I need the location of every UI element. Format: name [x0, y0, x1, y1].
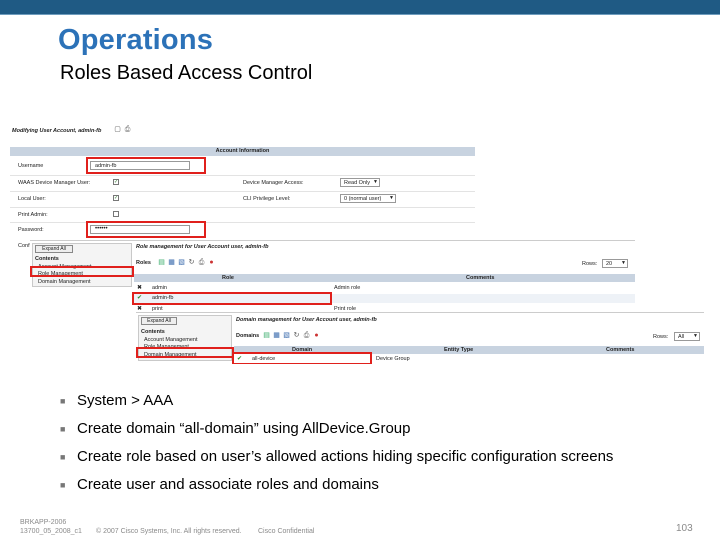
- role-panel: [30, 240, 635, 318]
- col-entity-type[interactable]: Entity Type: [444, 347, 474, 353]
- delete-icon[interactable]: ✖: [136, 285, 143, 291]
- print-admin-checkbox[interactable]: [113, 211, 119, 217]
- domain-name: all-device: [252, 356, 276, 362]
- rows-label: Rows:: [582, 261, 598, 267]
- refresh-icon[interactable]: ↻: [188, 259, 195, 266]
- bullet-marker: ■: [60, 452, 66, 462]
- divider: [10, 191, 475, 192]
- role-comment: Print role: [334, 306, 357, 312]
- col-comments[interactable]: Comments: [606, 347, 635, 353]
- filter-icon[interactable]: ▤: [263, 332, 270, 339]
- contents-heading: Contents: [141, 329, 165, 335]
- filter-icon[interactable]: ▤: [158, 259, 165, 266]
- footer-confidential: Cisco Confidential: [258, 528, 315, 535]
- print-icon[interactable]: ⎙: [198, 259, 205, 266]
- password-value: ••••••: [95, 226, 108, 232]
- divider: [10, 175, 475, 176]
- cli-level-select[interactable]: [340, 194, 396, 203]
- divider: [10, 207, 475, 208]
- account-section-title: Account Information: [215, 148, 270, 154]
- role-comment: Admin role: [334, 285, 361, 291]
- help-icon[interactable]: ●: [314, 332, 319, 339]
- account-panel-title: Modifying User Account, admin-fb: [12, 128, 102, 134]
- username-highlight: [86, 157, 206, 174]
- footer-code-line1: BRKAPP-2006: [20, 519, 67, 526]
- page-number: 103: [676, 523, 693, 534]
- bullet-text: System > AAA: [77, 392, 174, 409]
- toc-domain-management[interactable]: Domain Management: [38, 279, 91, 285]
- account-section-header: [10, 147, 475, 156]
- bullet-item: [60, 420, 613, 448]
- print-admin-label: Print Admin:: [18, 212, 48, 218]
- trash-icon[interactable]: ▢: [114, 126, 121, 133]
- role-name: print: [152, 306, 163, 312]
- slide-top-rule: [0, 14, 720, 15]
- toc-role-management[interactable]: Role Management: [144, 344, 189, 350]
- chevron-down-icon: ▼: [621, 260, 626, 266]
- username-value: admin-fb: [95, 163, 117, 169]
- bullet-list: [60, 392, 613, 504]
- role-toc: [32, 243, 132, 287]
- domain-entity-type: Device Group: [376, 356, 410, 362]
- all-device-highlight: [232, 352, 372, 364]
- waas-user-checkbox[interactable]: ✓: [114, 179, 119, 185]
- delete-icon[interactable]: ✖: [136, 306, 143, 312]
- table-icon[interactable]: ▦: [273, 332, 280, 339]
- role-table-header: [134, 274, 635, 282]
- col-comments[interactable]: Comments: [466, 275, 495, 281]
- device-access-select[interactable]: [340, 178, 380, 187]
- admin-fb-role-highlight: [132, 292, 332, 305]
- check-icon[interactable]: ✔: [136, 295, 143, 301]
- rows-value: All: [678, 334, 685, 340]
- domains-toolbar-label: Domains: [236, 333, 260, 339]
- device-access-label: Device Manager Access:: [243, 180, 304, 186]
- domain-management-highlight: [136, 347, 234, 358]
- password-highlight: [86, 221, 206, 238]
- password-label: Password:: [18, 227, 44, 233]
- print-icon[interactable]: ⎙: [303, 332, 310, 339]
- account-panel: [10, 125, 475, 255]
- refresh-icon[interactable]: ↻: [293, 332, 300, 339]
- slide-title: Operations: [58, 24, 214, 56]
- col-domain[interactable]: Domain: [292, 347, 313, 353]
- contents-heading: Contents: [35, 256, 59, 262]
- bullet-item: [60, 448, 613, 476]
- bullet-item: [60, 392, 613, 420]
- chevron-down-icon: ▼: [389, 195, 394, 201]
- cli-level-label: CLI Privilege Level:: [243, 196, 291, 202]
- bullet-item: [60, 476, 613, 504]
- local-user-label: Local User:: [18, 196, 46, 202]
- toc-role-management[interactable]: Role Management: [38, 271, 83, 277]
- bullet-marker: ■: [60, 424, 66, 434]
- bullet-marker: ■: [60, 396, 66, 406]
- toc-domain-management[interactable]: Domain Management: [144, 352, 197, 358]
- cli-level-value: 0 (normal user): [344, 196, 382, 202]
- expand-all-button[interactable]: Expand All: [141, 317, 177, 325]
- footer-copyright: © 2007 Cisco Systems, Inc. All rights reserved.: [96, 528, 242, 535]
- rows-label: Rows:: [653, 334, 669, 340]
- local-user-checkbox[interactable]: ✓: [114, 195, 119, 201]
- rows-select[interactable]: [674, 332, 700, 341]
- toc-account-management[interactable]: Account Management: [38, 264, 92, 270]
- bullet-marker: ■: [60, 480, 66, 490]
- print-icon[interactable]: ⎙: [124, 126, 131, 133]
- role-management-highlight: [30, 266, 134, 277]
- rows-value: 20: [606, 261, 613, 267]
- footer-code-line2: 13700_05_2008_c1: [20, 528, 82, 535]
- role-name: admin-fb: [152, 295, 174, 301]
- toc-account-management[interactable]: Account Management: [144, 337, 198, 343]
- slide-top-band: [0, 0, 720, 14]
- footer-session-code: [20, 518, 82, 536]
- username-label: Username: [18, 163, 44, 169]
- device-access-value: Read Only: [344, 180, 370, 186]
- role-name: admin: [152, 285, 167, 291]
- table-icon[interactable]: ▦: [168, 259, 175, 266]
- check-icon[interactable]: ✔: [236, 356, 243, 362]
- roles-toolbar-label: Roles: [136, 260, 151, 266]
- help-icon[interactable]: ●: [209, 259, 214, 266]
- export-icon[interactable]: ▧: [178, 259, 185, 266]
- waas-user-label: WAAS Device Manager User:: [18, 180, 91, 186]
- divider: [10, 222, 475, 223]
- rows-select[interactable]: [602, 259, 628, 268]
- export-icon[interactable]: ▧: [283, 332, 290, 339]
- bullet-text: Create domain “all-domain” using AllDevice.Group: [77, 420, 411, 437]
- role-panel-title: Role management for User Account user, admin-fb: [136, 244, 269, 250]
- chevron-down-icon: ▼: [373, 179, 378, 185]
- slide-subtitle: Roles Based Access Control: [60, 62, 313, 84]
- expand-all-button[interactable]: Expand All: [35, 245, 73, 253]
- chevron-down-icon: ▼: [693, 333, 698, 339]
- domain-panel-title: Domain management for User Account user, admin-fb: [236, 317, 377, 323]
- confirm-label: Conf: [18, 243, 30, 249]
- bullet-text: Create user and associate roles and domains: [77, 476, 379, 493]
- col-role[interactable]: Role: [222, 275, 234, 281]
- domain-panel: [136, 312, 704, 364]
- bullet-text: Create role based on user’s allowed actions hiding specific configuration screens: [77, 448, 614, 465]
